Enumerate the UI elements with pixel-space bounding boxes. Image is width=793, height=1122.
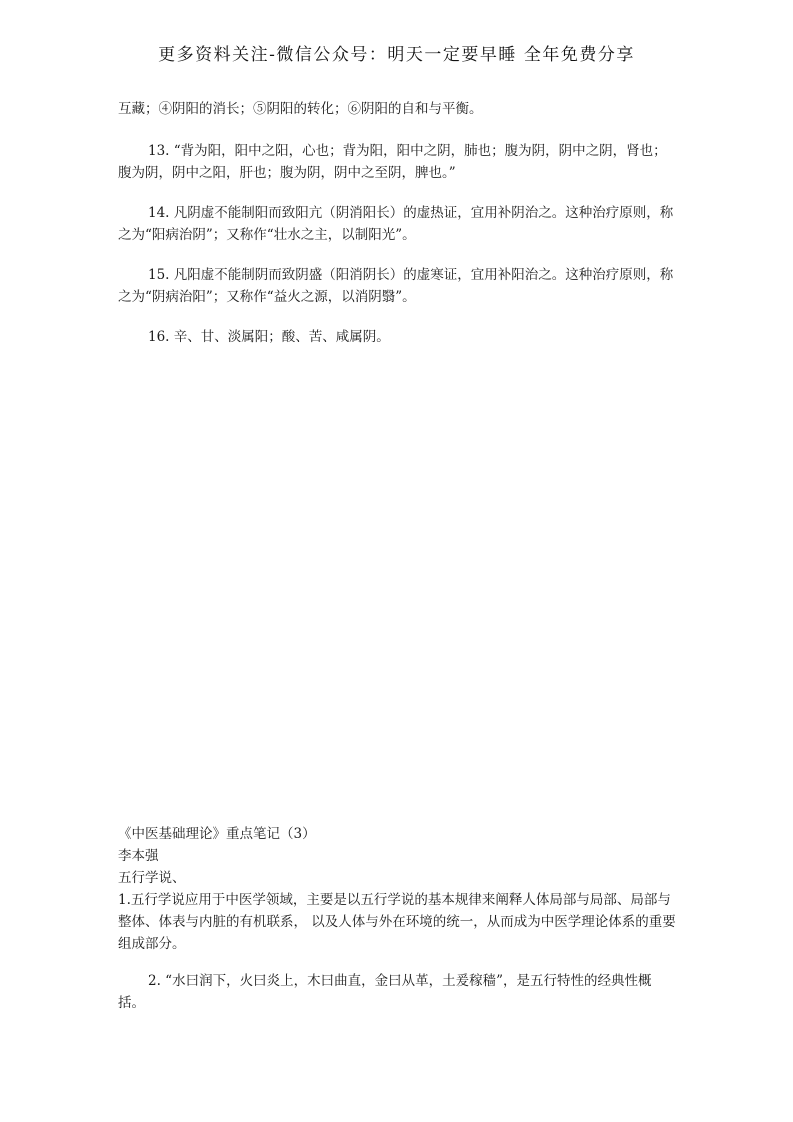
section-heading: 五行学说、: [118, 870, 186, 886]
paragraph-item-16: 16. 辛、甘、淡属阳；酸、苦、咸属阴。: [148, 329, 390, 345]
note-item-2: [118, 970, 678, 1014]
note-item-13: [118, 140, 678, 184]
yinyang-continuation-line: [118, 98, 678, 120]
author-name: 李本强: [118, 848, 159, 864]
section-title: 《中医基础理论》重点笔记（3）: [118, 826, 316, 842]
paragraph-item-14: 14. 凡阴虚不能制阳而致阳亢（阴消阳长）的虚热证，宜用补阴治之。这种治疗原则，称之为“阳病治阴”；又称作“壮水之主，以制阳光”。: [118, 205, 674, 243]
paragraph-item-1: 1.五行学说应用于中医学领域，主要是以五行学说的基本规律来阐释人体局部与局部、局部与整体、体表与内脏的有机联系， 以及人体与外在环境的统一，从而成为中医学理论体系的重要组成部分。: [118, 892, 676, 952]
paragraph-item-15: 15. 凡阳虚不能制阴而致阴盛（阳消阴长）的虚寒证，宜用补阳治之。这种治疗原则，称之为“阴病治阳”；又称作“益火之源，以消阴翳”。: [118, 267, 674, 305]
page-header-banner: 更多资料关注-微信公众号：明天一定要早睡 全年免费分享: [158, 45, 635, 65]
note-item-15: [118, 264, 678, 308]
notes-section-3: [118, 823, 678, 955]
note-item-16: [118, 326, 678, 348]
note-item-14: [118, 202, 678, 246]
paragraph-item-13: 13. “背为阳，阳中之阳，心也；背为阳，阳中之阴，肺也；腹为阴，阴中之阴，肾也；腹为阴，阴中之阳，肝也；腹为阴，阴中之至阴，脾也。”: [118, 143, 667, 181]
paragraph-continuation: 互藏；④阴阳的消长；⑤阴阳的转化；⑥阴阳的自和与平衡。: [118, 101, 483, 117]
paragraph-item-2: 2. “水曰润下，火曰炎上，木曰曲直，金曰从革，土爰稼穑”，是五行特性的经典性概括。: [118, 973, 652, 1011]
